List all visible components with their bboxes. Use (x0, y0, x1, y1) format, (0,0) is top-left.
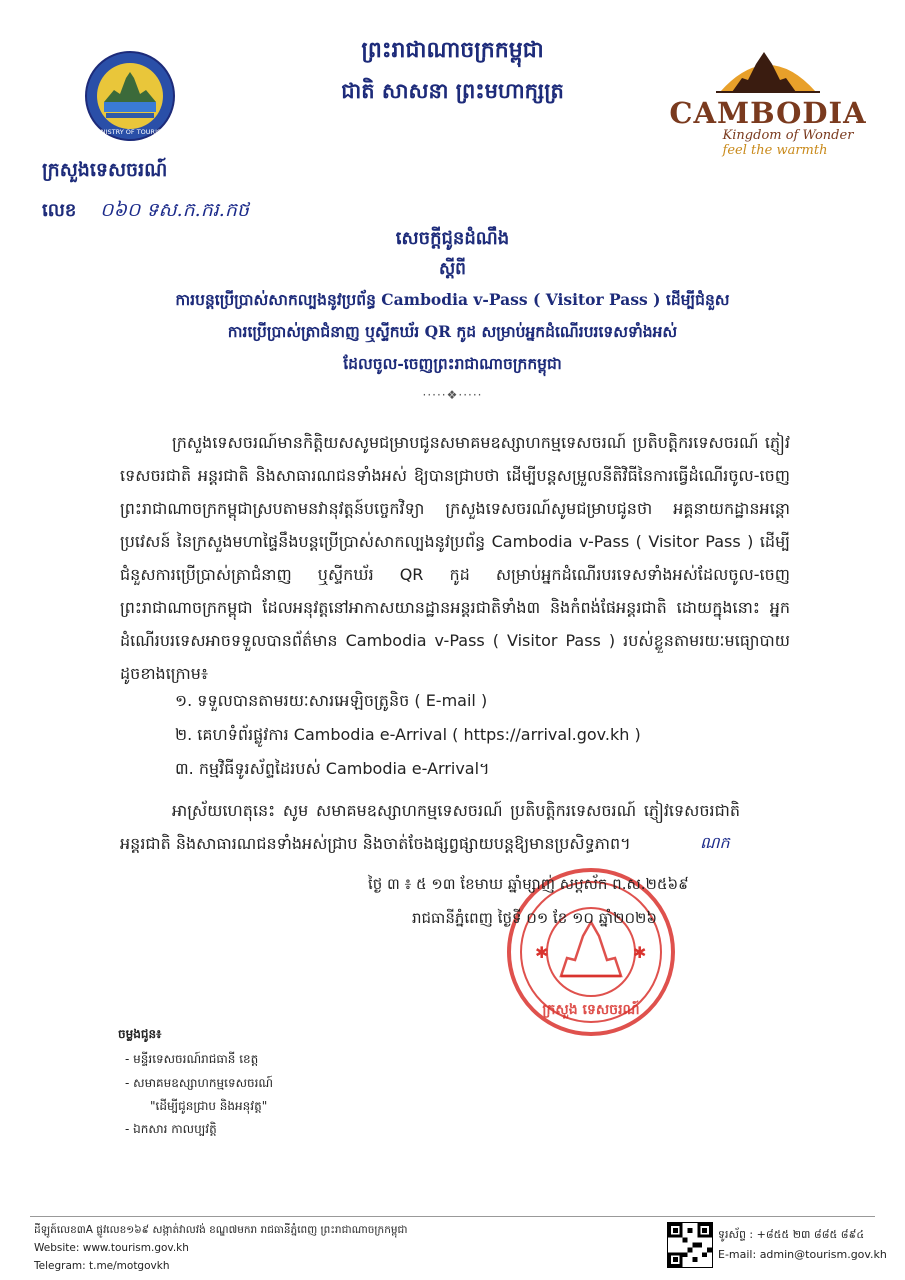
brand-tagline: Kingdom of Wonder (722, 128, 854, 143)
svg-text:✱: ✱ (633, 943, 647, 962)
distribution-item: - មន្ទីរទេសចរណ៍រាជធានី ខេត្ត (125, 1052, 259, 1066)
stamp-text: ក្រសួង ទេសចរណ៍ (542, 1002, 640, 1018)
kingdom-heading: ព្រះរាជាណាចក្រកម្ពុជា (361, 37, 544, 63)
footer-email: E-mail: admin@tourism.gov.kh (718, 1248, 887, 1261)
footer-telegram: Telegram: t.me/motgovkh (34, 1260, 170, 1272)
qr-code (667, 1222, 713, 1268)
reference-label: លេខ (42, 200, 77, 221)
subject-line-3: ដែលចូល-ចេញព្រះរាជាណាចក្រកម្ពុជា (343, 354, 562, 373)
national-motto: ជាតិ សាសនា ព្រះមហាក្សត្រ (341, 78, 564, 103)
cambodia-brand-logo (668, 44, 868, 164)
reference-number: ០៦០ ទស.ក.ករ.កថ (100, 199, 249, 221)
handwritten-initials: ណក (700, 833, 730, 852)
notice-title: សេចក្តីជូនដំណឹង (395, 228, 510, 249)
ministry-seal (84, 50, 176, 142)
solar-date: រាជធានីភ្នំពេញ ថ្ងៃទី ០១ ខែ ១០ ឆ្នាំ២០២៦ (412, 909, 658, 927)
footer-address: ដីឡូត៍លេខ៣A ផ្លូវលេខ១៦៩ សង្កាត់វាលវង់ ខណ្ឌ៧មករា រាជធានីភ្នំពេញ ព្រះរាជាណាចក្រកម្ពុជា (34, 1224, 408, 1236)
footer-phone: ទូរស័ព្ទ : +៨៥៥ ២៣ ៨៨៥ ៨៩៤ (718, 1228, 865, 1241)
delivery-method-email: ១. ទទួលបានតាមរយៈសារអេឡិចត្រូនិច ( E-mail ) (175, 691, 488, 710)
footer-website: Website: www.tourism.gov.kh (34, 1242, 189, 1254)
distribution-item: - ឯកសារ កាលប្បវត្តិ (125, 1122, 217, 1136)
svg-text:✱: ✱ (535, 943, 549, 962)
title-divider: ·····❖····· (422, 388, 483, 402)
notice-subject-label: ស្តីពី (439, 259, 466, 279)
body-paragraph-2: អាស្រ័យហេតុនេះ សូម សមាគមឧស្សាហកម្មទេសចរណ៍ ប្រតិបត្តិករទេសចរណ៍ ភ្ញៀវទេសចរជាតិ អន្តរជាតិ និងសាធារណជនទាំងអស់ជ្រាប និងចាត់ចែងផ្សព្វផ្សាយបន្តឱ្យមានប្រសិទ្ធភាព។ (120, 801, 740, 853)
subject-line-1: ការបន្តប្រើប្រាស់សាកល្បងនូវប្រព័ន្ធ Cambodia v-Pass ( Visitor Pass ) ដើម្បីជំនួស (175, 290, 730, 309)
reference-line (42, 198, 249, 226)
body-paragraph-1: ក្រសួងទេសចរណ៍មានកិត្តិយសសូមជម្រាបជូនសមាគមឧស្សាហកម្មទេសចរណ៍ ប្រតិបត្តិករទេសចរណ៍ ភ្ញៀវទេសចរជាតិ អន្តរជាតិ និងសាធារណជនទាំងអស់ ឱ្យបានជ្រាបថា ដើម្បីបន្តសម្រួលនីតិវិធីនៃការធ្វើដំណើរចូល-ចេញព្រះរាជាណាចក្រកម្ពុជាស្របតាមនវានុវត្តន៍បច្ចេកវិទ្យា ក្រសួងទេសចរណ៍សូមជម្រាបជូនថា អគ្គនាយកដ្ឋានអន្តោប្រវេសន៍ នៃក្រសួងមហាផ្ទៃនឹងបន្តប្រើប្រាស់សាកល្បងនូវប្រព័ន្ធ Cambodia v-Pass ( Visitor Pass ) ដើម្បីជំនួសការប្រើប្រាស់ត្រាជំនាញ ឬស្ទីកឃ័រ QR កូដ សម្រាប់អ្នកដំណើរបរទេសទាំងអស់ដែលចូល-ចេញព្រះរាជាណាចក្រកម្ពុជា ដែលអនុវត្តនៅអាកាសយានដ្ឋានអន្តរជាតិទាំង៣ និងកំពង់ផែអន្តរជាតិ ដោយក្នុងនោះ អ្នកដំណើរបរទេសអាចទទួលបានព័ត៌មាន Cambodia v-Pass ( Visitor Pass ) របស់ខ្លួនតាមរយៈមធ្យោបាយ ដូចខាងក្រោម៖ (120, 433, 790, 683)
brand-slogan: feel the warmth (722, 143, 828, 158)
footer-rule (30, 1216, 875, 1217)
svg-text:MINISTRY OF TOURISM: MINISTRY OF TOURISM (93, 128, 167, 136)
issuing-ministry: ក្រសួងទេសចរណ៍ (42, 159, 168, 181)
lunar-date: ថ្ងៃ ៣ ៖ ៥ ១៣ ខែមាឃ ឆ្នាំម្សាញ់ សប្តស័ក ព.ស.២៥៦៩ (368, 875, 689, 893)
delivery-method-website: ២. គេហទំព័រផ្លូវការ Cambodia e-Arrival ( https://arrival.gov.kh ) (175, 725, 641, 744)
distribution-item: "ដើម្បីជូនជ្រាប និងអនុវត្ត" (150, 1099, 268, 1113)
distribution-item: - សមាគមឧស្សាហកម្មទេសចរណ៍ (125, 1076, 274, 1090)
delivery-method-app: ៣. កម្មវិធីទូរស័ព្ទដៃរបស់ Cambodia e-Arrival។ (175, 759, 490, 778)
brand-name: CAMBODIA (669, 96, 867, 130)
distribution-title: ចម្លងជូន៖ (118, 1027, 162, 1041)
subject-line-2: ការប្រើប្រាស់ត្រាជំនាញ ឬស្ទីកឃ័រ QR កូដ សម្រាប់អ្នកដំណើរបរទេសទាំងអស់ (227, 322, 678, 341)
angkor-sunset-icon (668, 44, 868, 96)
